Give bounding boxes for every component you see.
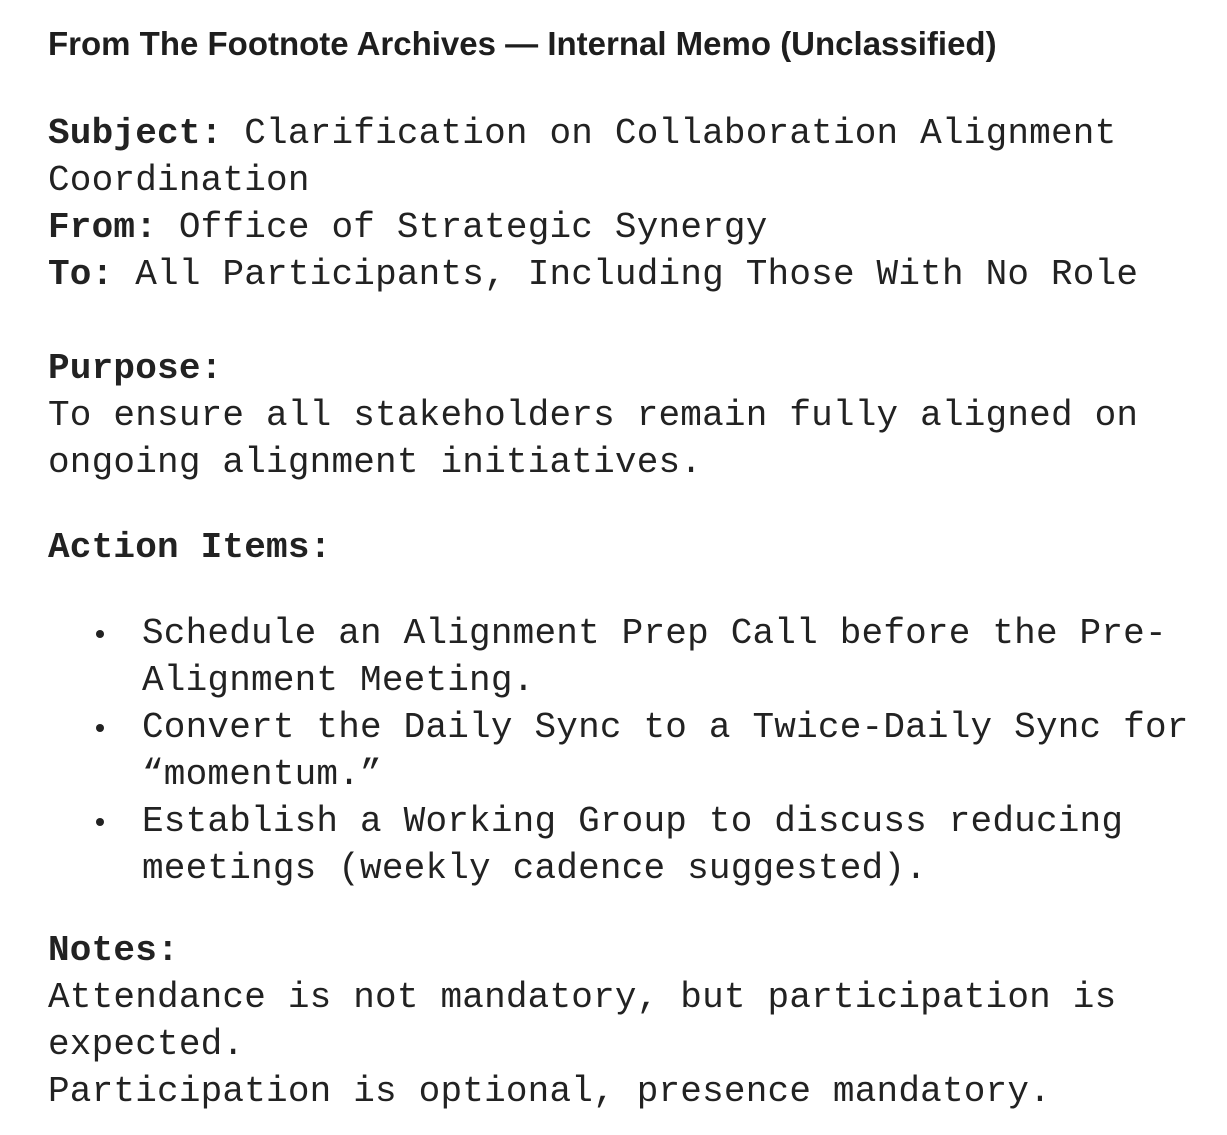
notes-line: Participation is optional, presence mandatory. (48, 1071, 1051, 1112)
list-item (48, 704, 1198, 798)
notes-label: Notes: (48, 930, 179, 971)
from-value: Office of Strategic Synergy (178, 207, 768, 248)
subject-label: Subject: (48, 113, 223, 154)
subject-value: Clarification on Collaboration Alignment Coordination (48, 113, 1117, 201)
bullet-icon (96, 630, 104, 638)
memo-header (48, 110, 1198, 298)
from-label: From: (48, 207, 158, 248)
list-item-text: Schedule an Alignment Prep Call before the Pre-Alignment Meeting. (142, 613, 1167, 701)
purpose-text: To ensure all stakeholders remain fully aligned on ongoing alignment initiatives. (48, 395, 1139, 483)
bullet-icon (96, 818, 104, 826)
list-item (48, 610, 1198, 704)
bullet-icon (96, 724, 104, 732)
to-value: All Participants, Including Those With No Role (135, 254, 1139, 295)
action-items-label: Action Items: (48, 527, 332, 568)
to-line (48, 251, 1198, 298)
purpose-section (48, 345, 1198, 486)
notes-section (48, 927, 1198, 1115)
memo-title: From The Footnote Archives — Internal Memo (Unclassified) (48, 25, 997, 62)
action-items-section (48, 524, 1198, 571)
subject-line (48, 110, 1198, 204)
to-label: To: (48, 254, 114, 295)
list-item-text: Convert the Daily Sync to a Twice-Daily Sync for “momentum.” (142, 707, 1189, 795)
notes-line: Attendance is not mandatory, but participation is expected. (48, 977, 1117, 1065)
purpose-label: Purpose: (48, 348, 223, 389)
from-line (48, 204, 1198, 251)
action-items-list (48, 610, 1198, 892)
list-item (48, 798, 1198, 892)
list-item-text: Establish a Working Group to discuss reducing meetings (weekly cadence suggested). (142, 801, 1124, 889)
